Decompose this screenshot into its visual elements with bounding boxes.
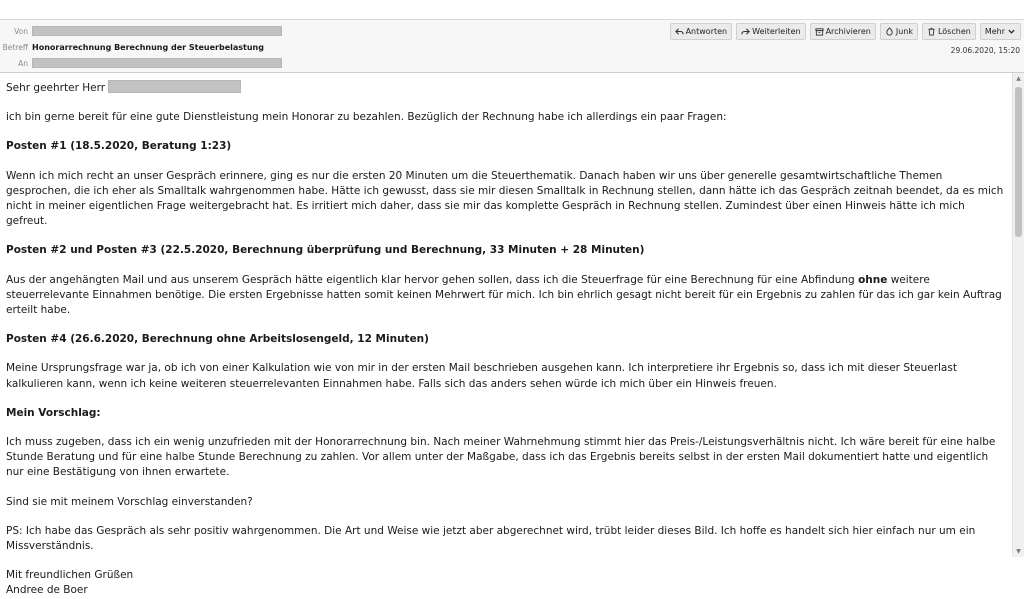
section-heading-4: Mein Vorschlag:: [6, 406, 101, 419]
to-redacted: [32, 58, 282, 68]
more-button[interactable]: [980, 23, 1021, 40]
chevron-down-icon: [1007, 27, 1016, 36]
from-redacted: [32, 26, 282, 36]
forward-label: Weiterleiten: [752, 27, 801, 36]
trash-icon: [927, 27, 936, 36]
subject-row: [0, 40, 264, 54]
archive-label: Archivieren: [825, 27, 871, 36]
reply-icon: [675, 27, 684, 36]
window-top-strip: [0, 0, 1024, 20]
message-body-pane: [0, 73, 1024, 597]
junk-button[interactable]: [880, 23, 918, 40]
question-line: Sind sie mit meinem Vorschlag einverstanden?: [6, 495, 253, 508]
subject-label: Betreff: [2, 42, 28, 52]
forward-button[interactable]: [736, 23, 805, 40]
paragraph-1: Wenn ich mich recht an unser Gespräch erinnere, ging es nur die ersten 20 Minuten um die Steuerthematik. Danach haben wir uns über generelle gesamtwirtschaftliche Themen gesprochen, die ich eher als Smalltalk wahrgenommen habe. Hätte ich gewusst, dass sie mir diesen Smalltalk in Rechnung stellen, dann hätte ich das Gespräch zeitnah beendet, da es mich nicht in meiner eigentlichen Frage weitergebracht hat. Es irritiert mich daher, dass sie mir das komplette Gespräch in Rechnung stellen. Zumindest über einen Hinweis hätte ich mich gefreut.: [6, 169, 1004, 228]
signature-line: Andree de Boer: [6, 584, 88, 597]
intro-paragraph: ich bin gerne bereit für eine gute Dienstleistung mein Honorar zu bezahlen. Bezüglich der Rechnung habe ich allerdings ein paar Fragen:: [6, 111, 727, 124]
salutation: Sehr geehrter Herr: [6, 82, 106, 94]
junk-label: Junk: [895, 27, 913, 36]
paragraph-2-part-b: weitere steuerrelevante Einnahmen benötige. Die ersten Ergebnisse hatten somit keinen Mehrwert für mich. Ich bin ehrlich gesagt nicht bereit für ein Ergebnis zu zahlen für das ich gar kein Auftrag erteilt habe.: [6, 273, 1002, 317]
scroll-up-icon[interactable]: ▲: [1016, 75, 1021, 82]
vertical-scrollbar[interactable]: [1012, 73, 1024, 557]
archive-button[interactable]: [810, 23, 876, 40]
more-label: Mehr: [984, 27, 1005, 36]
to-label: An: [18, 58, 28, 68]
scrollbar-thumb[interactable]: [1015, 87, 1022, 237]
message-header: [0, 20, 1024, 73]
subject-text: Honorarrechnung Berechnung der Steuerbelastung: [32, 42, 264, 52]
from-row: [0, 24, 282, 38]
message-date: 29.06.2020, 15:20: [950, 46, 1020, 55]
recipient-name-redacted: [108, 80, 241, 93]
to-row: [0, 56, 282, 70]
paragraph-4: Ich muss zugeben, dass ich ein wenig unzufrieden mit der Honorarrechnung bin. Nach meiner Wahrnehmung stimmt hier das Preis-/Leistungsverhältnis nicht. Ich wäre bereit für eine halbe Stunde Beratung und für eine halbe Stunde Berechnung zu zahlen. Vor allem unter der Maßgabe, dass ich das Ergebnis bereits selbst in der ersten Mail dokumentiert hatte und eigentlich nur eine Bestätigung von ihnen erwartete.: [6, 436, 996, 479]
salutation-line: [6, 80, 1006, 96]
reply-label: Antworten: [685, 27, 728, 36]
paragraph-2-part-a: Aus der angehängten Mail und aus unserem Gespräch hätte eigentlich klar hervor gehen sollen, dass ich die Steuerfrage für eine Berechnung für eine Abfindung: [6, 273, 855, 286]
paragraph-3: Meine Ursprungsfrage war ja, ob ich von einer Kalkulation wie von mir in der ersten Mail beschrieben ausgehen kann. Ich interpretiere ihr Ergebnis so, dass ich mit dieser Steuerlast kalkulieren kann, wenn ich keine weiteren steuerrelevanten Einnahmen habe. Falls sich das anders sehen würde ich mich über ein Hinweis freuen.: [6, 362, 957, 390]
section-heading-2: Posten #2 und Posten #3 (22.5.2020, Berechnung überprüfung und Berechnung, 33 Minuten + 28 Minuten): [6, 244, 645, 257]
message-body: [6, 80, 1006, 599]
section-heading-3: Posten #4 (26.6.2020, Berechnung ohne Arbeitslosengeld, 12 Minuten): [6, 333, 429, 346]
delete-label: Löschen: [937, 27, 971, 36]
message-toolbar: [670, 23, 1021, 40]
paragraph-2: [6, 273, 1006, 319]
archive-icon: [815, 27, 824, 36]
section-heading-1: Posten #1 (18.5.2020, Beratung 1:23): [6, 140, 232, 153]
reply-button[interactable]: [670, 23, 733, 40]
closing-line: Mit freundlichen Grüßen: [6, 569, 134, 582]
scroll-down-icon[interactable]: ▼: [1016, 548, 1021, 555]
delete-button[interactable]: [922, 23, 976, 40]
from-label: Von: [14, 26, 28, 36]
junk-icon: [885, 27, 894, 36]
ps-line: PS: Ich habe das Gespräch als sehr positiv wahrgenommen. Die Art und Weise wie jetzt aber abgerechnet wird, trübt leider dieses Bild. Ich hoffe es handelt sich hier einfach nur um ein Missverständnis.: [6, 524, 976, 553]
forward-icon: [741, 27, 750, 36]
paragraph-2-bold: ohne: [858, 273, 888, 286]
